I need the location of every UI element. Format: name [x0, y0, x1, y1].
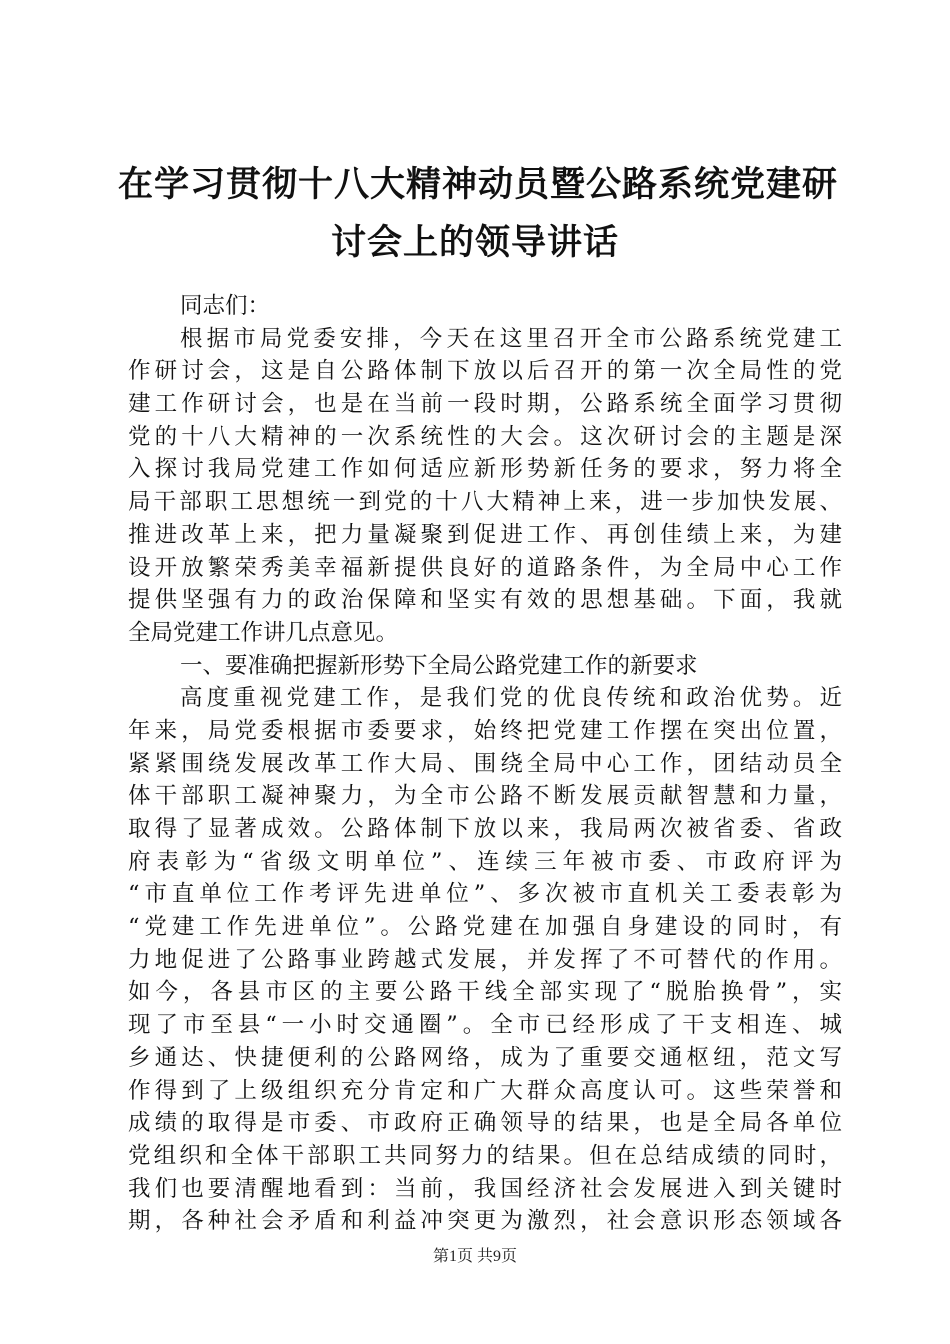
title-line-2: 讨会上的领导讲话 — [330, 222, 619, 263]
paragraph-line: 力地促进了公路事业跨越式发展，并发挥了不可替代的作用。 — [128, 946, 842, 973]
paragraph-line: 党的十八大精神的一次系统性的大会。这次研讨会的主题是深 — [128, 423, 842, 450]
paragraph-line: 根据市局党委安排，今天在这里召开全市公路系统党建工 — [180, 325, 842, 352]
paragraph-line: 作研讨会，这是自公路体制下放以后召开的第一次全局性的党 — [128, 358, 842, 385]
paragraph-1 — [128, 323, 842, 650]
paragraph-line: 高度重视党建工作，是我们党的优良传统和政治优势。近 — [180, 685, 842, 712]
section-heading-1: 一、要准确把握新形势下全局公路党建工作的新要求 — [180, 652, 698, 679]
salutation: 同志们： — [180, 293, 271, 319]
paragraph-line: “市直单位工作考评先进单位”、多次被市直机关工委表彰为 — [128, 881, 842, 908]
paragraph-line: 如今，各县市区的主要公路干线全部实现了“脱胎换骨”，实 — [128, 979, 842, 1006]
paragraph-line: 全局党建工作讲几点意见。 — [128, 619, 399, 646]
paragraph-line: 成绩的取得是市委、市政府正确领导的结果，也是全局各单位 — [128, 1110, 842, 1137]
paragraph-line: 入探讨我局党建工作如何适应新形势新任务的要求，努力将全 — [128, 456, 842, 483]
paragraph-2 — [128, 682, 842, 1238]
document-body — [128, 290, 842, 1238]
paragraph-line: “党建工作先进单位”。公路党建在加强自身建设的同时，有 — [128, 914, 842, 941]
paragraph-line: 现了市至县“一小时交通圈”。全市已经形成了干支相连、城 — [128, 1012, 842, 1039]
paragraph-line: 作得到了上级组织充分肯定和广大群众高度认可。这些荣誉和 — [128, 1077, 842, 1104]
paragraph-line: 局干部职工思想统一到党的十八大精神上来，进一步加快发展、 — [128, 489, 842, 516]
paragraph-line: 我们也要清醒地看到：当前，我国经济社会发展进入到关键时 — [128, 1175, 842, 1202]
paragraph-line: 推进改革上来，把力量凝聚到促进工作、再创佳绩上来，为建 — [128, 521, 842, 548]
paragraph-line: 提供坚强有力的政治保障和坚实有效的思想基础。下面，我就 — [128, 587, 842, 614]
title-line-1: 在学习贯彻十八大精神动员暨公路系统党建研 — [118, 164, 839, 205]
paragraph-line: 设开放繁荣秀美幸福新提供良好的道路条件，为全局中心工作 — [128, 554, 842, 581]
paragraph-line: 府表彰为“省级文明单位”、连续三年被市委、市政府评为 — [128, 848, 842, 875]
paragraph-line: 乡通达、快捷便利的公路网络，成为了重要交通枢纽，范文写 — [128, 1044, 842, 1071]
paragraph-line: 体干部职工凝神聚力，为全市公路不断发展贡献智慧和力量， — [128, 783, 842, 810]
document-title — [118, 156, 839, 272]
paragraph-line: 期，各种社会矛盾和利益冲突更为激烈，社会意识形态领域各 — [128, 1208, 842, 1235]
paragraph-line: 取得了显著成效。公路体制下放以来，我局两次被省委、省政 — [128, 816, 842, 842]
paragraph-line: 建工作研讨会，也是在当前一段时期，公路系统全面学习贯彻 — [128, 391, 842, 418]
page-footer: 第1页 共9页 — [432, 1248, 517, 1265]
paragraph-line: 年来，局党委根据市委要求，始终把党建工作摆在突出位置， — [128, 717, 842, 744]
paragraph-line: 党组织和全体干部职工共同努力的结果。但在总结成绩的同时， — [128, 1142, 842, 1169]
paragraph-line: 紧紧围绕发展改革工作大局、围绕全局中心工作，团结动员全 — [128, 750, 842, 777]
